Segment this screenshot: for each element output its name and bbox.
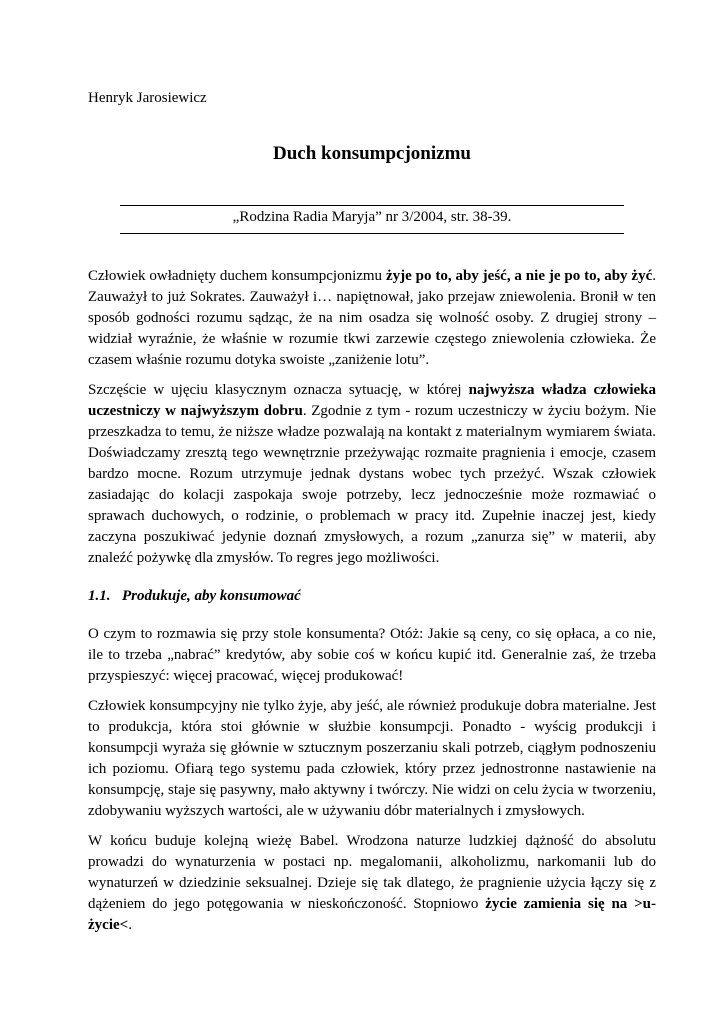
section-title: Produkuje, aby konsumować (122, 588, 301, 604)
paragraph-text: . (128, 917, 132, 933)
paragraph-text: O czym to rozmawia się przy stole konsumenta? Otóż: Jakie są ceny, co się opłaca, a co nie, ile to trzeba „nabrać” kredytów, aby sobie coś w końcu kupić itd. Generalnie zaś, że trzeba przyspieszyć: więcej pracować, więcej produkować! (88, 626, 656, 684)
emphasis-text: żyje po to, aby jeść, a nie je po to, aby żyć (385, 268, 653, 284)
paragraph-text: Człowiek konsumpcyjny nie tylko żyje, aby jeść, ale również produkuje dobra materialne. Jest to produkcja, która stoi głównie w służbie konsumpcji. Ponadto - wyścig produkcji i konsumpcji wyraża się głównie w sztucznym poszerzaniu skali potrzeb, ciągłym podnoszeniu ich poziomu. Ofiarą tego systemu pada człowiek, który przez jednostronne nastawienie na konsumpcję, staje się pasywny, mało aktywny i twórczy. Nie widzi on celu życia w tworzeniu, zdobywaniu wyższych wartości, ale w używaniu dóbr materialnych i zmysłowych. (88, 698, 656, 819)
paragraph-consumer-table (88, 624, 656, 687)
article-body (88, 266, 656, 945)
paragraph-text: . Zgodnie z tym - rozum uczestniczy w życiu bożym. Nie przeszkadza to temu, że niższe władze pozwalają na kontakt z materialnym wymiarem świata. Doświadczamy zresztą tego wewnętrznie przeżywając rozmaite pragnienia i emocje, czasem bardzo mocne. Rozum utrzymuje jednak dystans wobec tych przeżyć. Wszak człowiek zasiadając do kolacji zaspokaja swoje potrzeby, lecz jednocześnie może rozmawiać o sprawach duchowych, o rodzinie, o problemach w pracy itd. Zupełnie inaczej jest, kiedy zaczyna poszukiwać jedynie doznań zmysłowych, a rozum „zanurza się” w materii, aby znaleźć pożywkę dla zmysłów. To regres jego możliwości. (88, 403, 657, 566)
paragraph-babel (88, 831, 656, 936)
paragraph-text: Szczęście w ujęciu klasycznym oznacza sytuację, w której (88, 382, 469, 398)
section-number: 1.1. (88, 588, 111, 604)
paragraph-happiness (88, 380, 656, 569)
paragraph-text: Człowiek owładnięty duchem konsumpcjonizmu (88, 268, 386, 284)
emphasis-text: najwyższa władza człowieka uczestniczy w najwyższym dobru (88, 382, 656, 419)
source-bottom-rule (120, 233, 624, 234)
section-heading (88, 586, 656, 607)
paragraph-intro (88, 266, 656, 371)
source-citation: „Rodzina Radia Maryja” nr 3/2004, str. 38-39. (232, 209, 512, 225)
source-top-rule (120, 205, 624, 206)
author-name: Henryk Jarosiewicz (88, 90, 207, 106)
paragraph-text: W końcu buduje kolejną wieżę Babel. Wrodzona naturze ludzkiej dążność do absolutu prowadzi do wynaturzenia w postaci np. megalomanii, alkoholizmu, narkomanii lub do wynaturzeń w dziedzinie seksualnej. Dzieje się tak dlatego, że pragnienie użycia łączy się z dążeniem do jego potęgowania w nieskończoność. Stopniowo (88, 833, 656, 912)
paragraph-text: . Zauważył to już Sokrates. Zauważył i… napiętnował, jako przejaw zniewolenia. Bronił w ten sposób godności rozumu sądząc, że na nim osadza się wolność osoby. Z drugiej strony – widział wyraźnie, że właśnie w rozumie tkwi zarzewie częstego zniewolenia człowieka. Że czasem właśnie rozumu dotyka swoiste „zaniżenie lotu”. (88, 268, 656, 368)
paragraph-consumer-production (88, 696, 656, 822)
document-title: Duch konsumpcjonizmu (273, 143, 471, 164)
emphasis-text: życie zamienia się na >u-życie< (88, 896, 656, 933)
